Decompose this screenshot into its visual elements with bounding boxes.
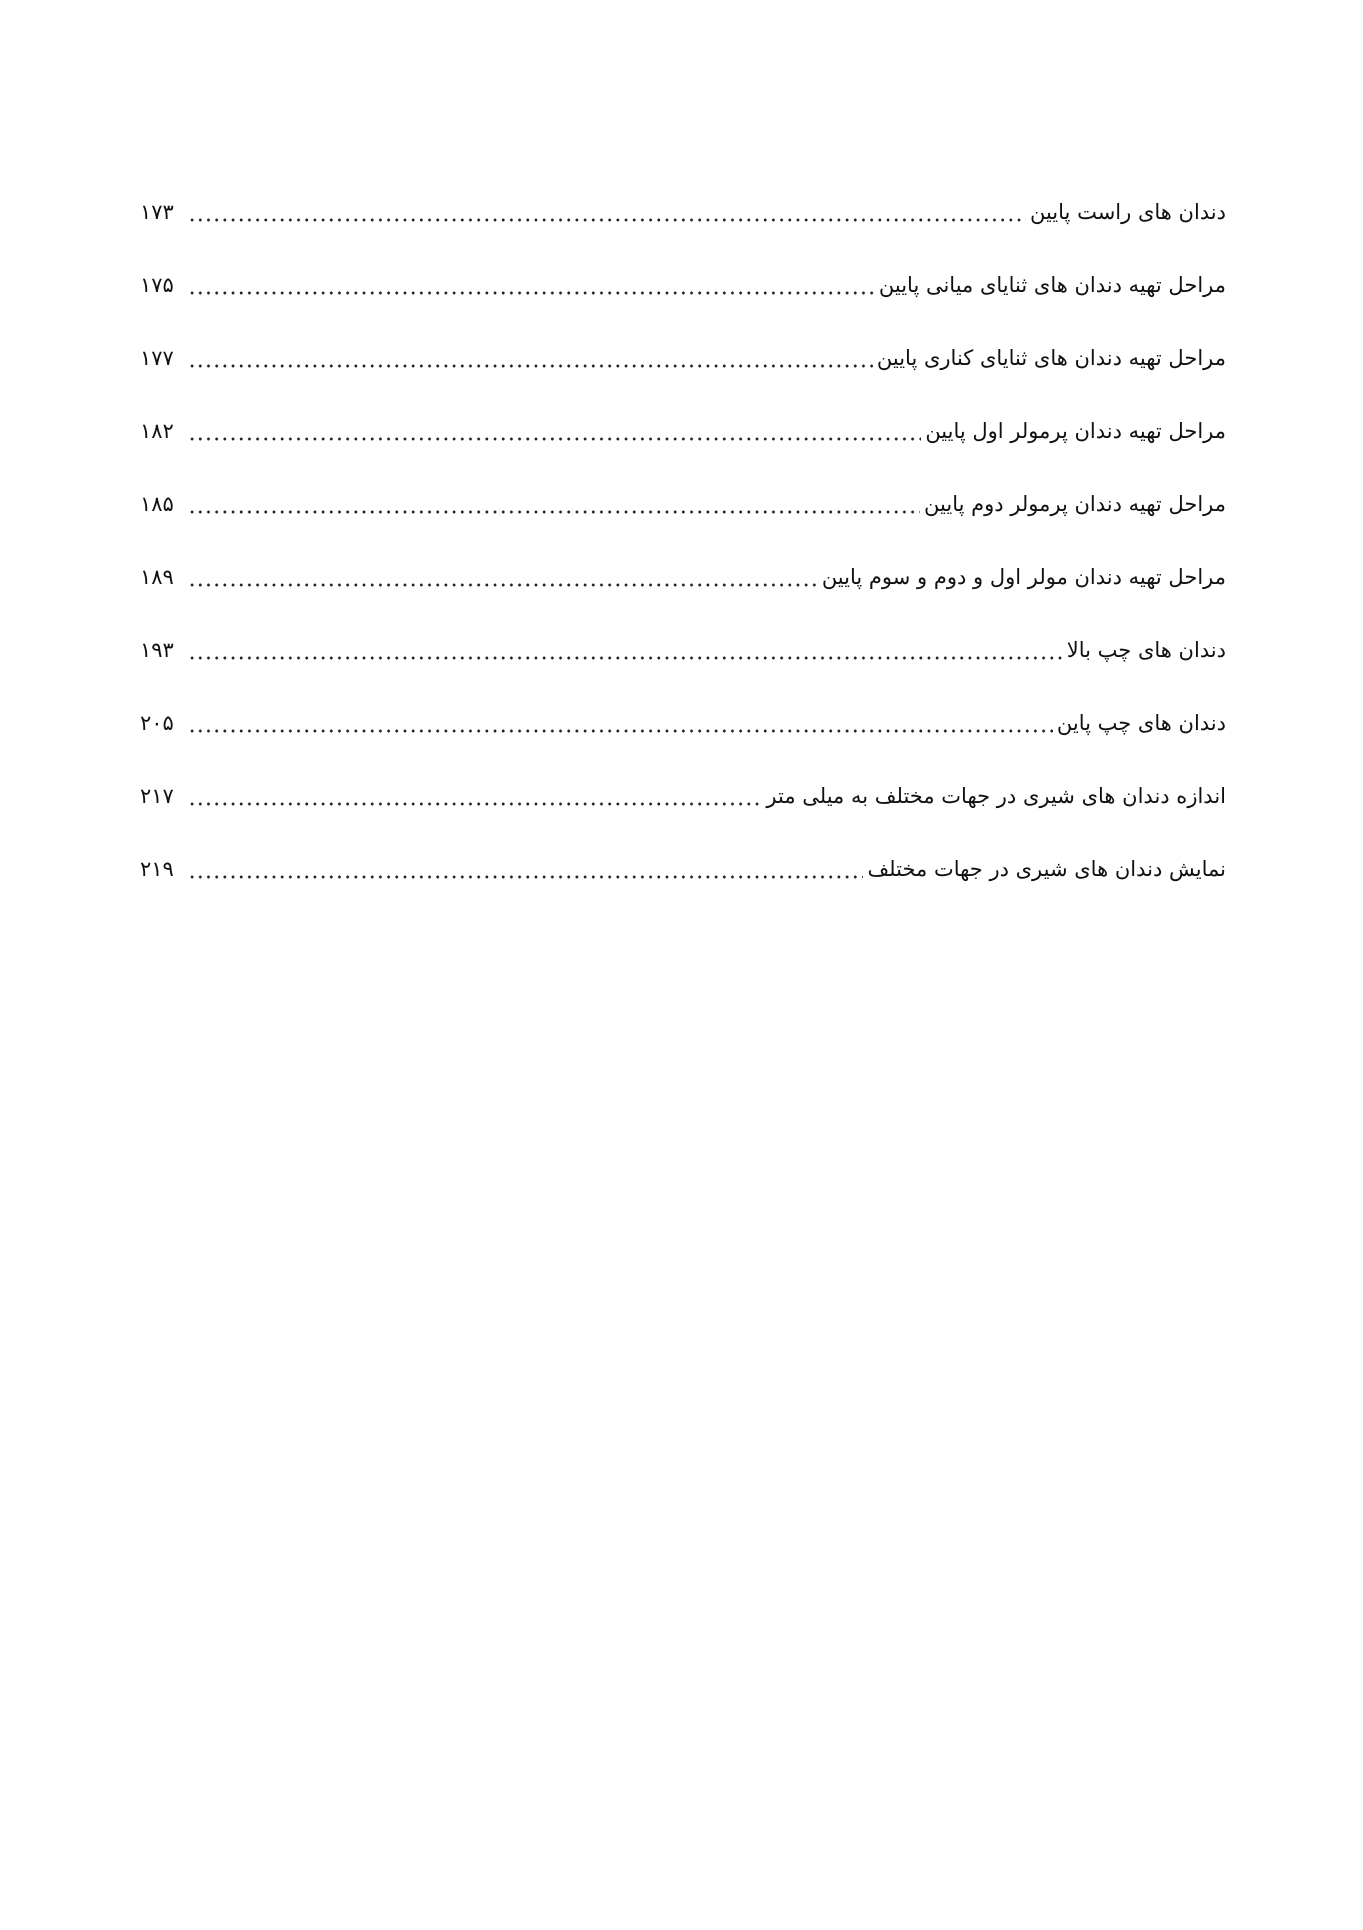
toc-entry-page-number: ۲۰۵ — [140, 711, 174, 735]
toc-dot-leader — [188, 494, 920, 516]
toc-entry-title: مراحل تهیه دندان پرمولر دوم پایین — [924, 492, 1226, 516]
toc-entry-page-number: ۱۷۵ — [140, 273, 174, 297]
toc-dot-leader — [188, 202, 1026, 224]
toc-entry-page-number: ۱۷۷ — [140, 346, 174, 370]
toc-entry — [140, 687, 1226, 760]
toc-dot-leader — [188, 567, 818, 589]
toc-dot-leader — [188, 275, 875, 297]
toc-dot-leader — [188, 640, 1063, 662]
toc-entry-title: نمایش دندان های شیری در جهات مختلف — [867, 857, 1226, 881]
toc-entry-page-number: ۱۸۲ — [140, 419, 174, 443]
toc-entry-page-number: ۱۷۳ — [140, 200, 174, 224]
toc-dot-leader — [188, 786, 762, 808]
toc-entry — [140, 760, 1226, 833]
toc-entry-title: مراحل تهیه دندان مولر اول و دوم و سوم پایین — [821, 565, 1226, 589]
toc-entry — [140, 833, 1226, 906]
toc-entry — [140, 249, 1226, 322]
toc-entry — [140, 322, 1226, 395]
toc-entry-title: دندان های چپ پاین — [1056, 711, 1226, 735]
toc-entry-page-number: ۱۸۹ — [140, 565, 174, 589]
toc-entry-title: مراحل تهیه دندان های ثنایای میانی پایین — [878, 273, 1226, 297]
toc-entry-title: دندان های چپ بالا — [1066, 638, 1226, 662]
toc-dot-leader — [188, 713, 1053, 735]
toc-entry-page-number: ۲۱۹ — [140, 857, 174, 881]
toc-entry-title: مراحل تهیه دندان پرمولر اول پایین — [925, 419, 1226, 443]
toc-dot-leader — [188, 859, 863, 881]
toc-entry — [140, 176, 1226, 249]
toc-entry — [140, 468, 1226, 541]
toc-entry-title: مراحل تهیه دندان های ثنایای کناری پایین — [876, 346, 1226, 370]
toc-dot-leader — [188, 348, 873, 370]
toc-entry-page-number: ۱۸۵ — [140, 492, 174, 516]
toc-dot-leader — [188, 421, 921, 443]
toc-entry-page-number: ۱۹۳ — [140, 638, 174, 662]
toc-entry-title: دندان های راست پایین — [1029, 200, 1226, 224]
toc-entry — [140, 541, 1226, 614]
toc-entry — [140, 395, 1226, 468]
table-of-contents — [140, 176, 1226, 906]
toc-entry-title: اندازه دندان های شیری در جهات مختلف به میلی متر — [766, 784, 1226, 808]
toc-entry — [140, 614, 1226, 687]
toc-entry-page-number: ۲۱۷ — [140, 784, 174, 808]
